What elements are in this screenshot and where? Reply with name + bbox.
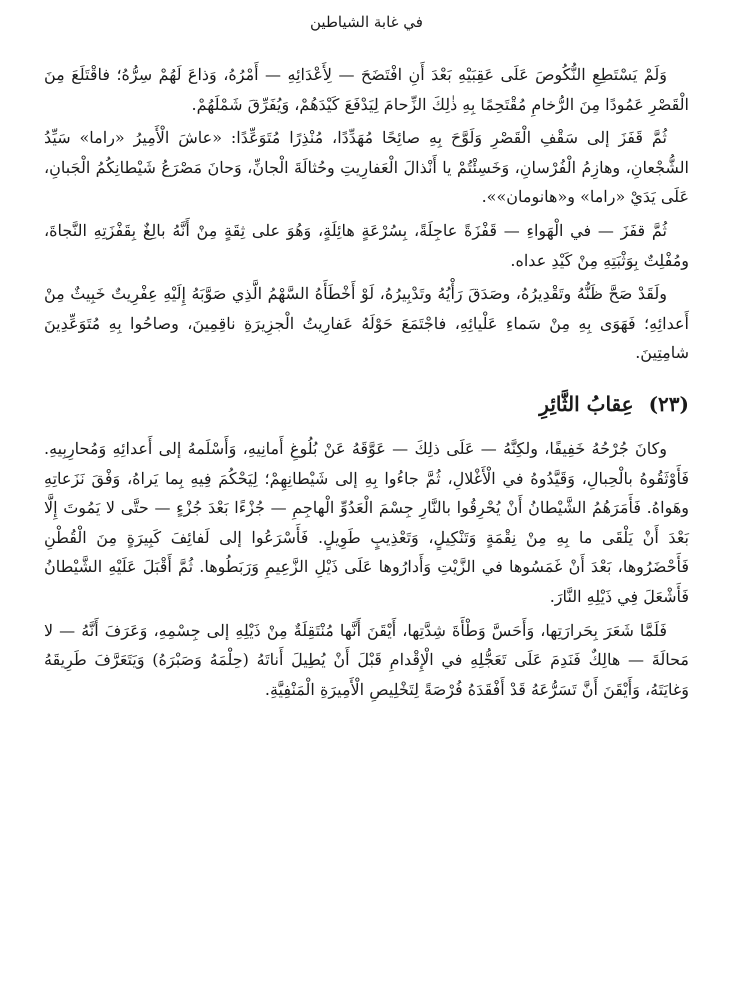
section-title: عِقابُ الثَّائِرِ (539, 391, 634, 416)
paragraph: فَلَمَّا شَعَرَ بِحَرارَتِها، وَأَحَسَّ وَطْأَةَ شِدَّتِها، أَيْقَنَ أَنَّها مُنْتَقِلَةٌ مِنْ ذَيْلِهِ إلى جِسْمِهِ، وَعَرَفَ أَنَّهُ — لا مَحالَةَ — هالِكٌ فَنَدِمَ عَلَى تَعَجُّلِهِ في الْإِقْدامِ قَبْلَ أَنْ يُطِيلَ أَناتَهُ (حِلْمَهُ وَصَبْرَهُ) وَيَتَعَرَّفَ طَرِيقَهُ وَغايَتَهُ، وَأَيْقَنَ أَنَّ تَسَرُّعَهُ قَدْ أَفْقَدَهُ فُرْصَةً لِتَخْلِيصِ الْأَمِيرَةِ الْمَنْفِيَّةِ. (44, 620, 689, 699)
paragraph: وَلَمْ يَسْتَطِعِ النُّكُوصَ عَلَى عَقِبَيْهِ بَعْدَ أَنِ افْتَضَحَ — لِأَعْدَائِهِ — أَمْرُهُ، وَذاعَ لَهُمْ سِرُّهُ؛ فاقْتَلَعَ مِنَ الْقَصْرِ عَمُودًا مِنَ الرُّخامِ مُقْتَحِمًا بِهِ ذٰلِكَ الزِّحامَ لِيَدْفَعَ كَيْدَهُمْ، وَيُفَرِّقَ شَمْلَهُمْ. (44, 65, 689, 114)
paragraph: ولَقَدْ صَحَّ ظَنُّهُ وتَقْدِيرُهُ، وصَدَقَ رَأْيُهُ وتَدْبِيرُهُ، لَوْ أَخْطَأَهُ السَّهْمُ الَّذِي صَوَّبَهُ إِلَيْهِ عِفْرِيتٌ خَبِيثٌ مِنْ أَعدائِهِ؛ فَهَوَى بِهِ مِنْ سَماءِ عَلْيائِهِ، فاجْتَمَعَ حَوْلَهُ عَفارِيتُ الْجزِيرَةِ ناقِمِينَ، وصاحُوا بِهِ مُتَوَعِّدِينَ شامِتِينَ. (44, 284, 689, 363)
body-text (44, 60, 689, 708)
running-head: في غابة الشياطين (310, 13, 423, 31)
section-number: (٢٣) (648, 391, 689, 416)
paragraph: ثُمَّ قَفَزَ إلى سَقْفِ الْقَصْرِ وَلَوَّحَ بِهِ صائِحًا مُهَدِّدًا، مُنْذِرًا مُتَوَعِّدًا: «عاشَ الْأَمِيرُ «راما» سَيِّدُ الشُّجْعانِ، وهازِمُ الْفُرْسانِ، وَخَسِئْتُمْ يا أَنْذالَ الْعَفارِيتِ وحُثالَةَ الْجانِّ، وَحانَ مَصْرَعُ شَيْطانِكُمُ الْجَبانِ، عَلَى يَدَيْ «راما» و«هانومان»». (44, 128, 689, 207)
section-heading (44, 390, 689, 418)
paragraph: ثُمَّ قفَزَ — في الْهَواءِ — قَفْزَةً عاجِلَةً، بِسُرْعَةٍ هائِلَةٍ، وَهُوَ على ثِقَةٍ مِنْ أَنَّهُ بالِغٌ بِقَفْزَتِهِ النَّجاةَ، ومُفْلِتٌ بِوَثْبَتِهِ مِنْ كَيْدِ عداه. (44, 220, 689, 270)
paragraph: وكانَ جُرْحُهُ خَفِيفًا، ولكِنَّهُ — عَلَى ذلِكَ — عَوَّقَهُ عَنْ بُلُوغِ أَمانِيهِ، وَأَسْلَمهُ إلى أَعدائِهِ وَمُحارِبِيهِ. فَأَوْثَقُوهُ بالْحِبالِ، وَقَيَّدُوهُ في الْأَغْلالِ، ثُمَّ جاءُوا بِهِ إلى شَيْطانِهِمْ؛ لِيَحْكُمَ فِيهِ بِما يَراهُ، وَفْقَ نَزَعاتِهِ وهَواهُ. فَأَمَرَهُمُ الشَّيْطانُ أَنْ يُحْرِقُوا بالنَّارِ جِسْمَ الْعَدُوِّ الْهاجِمِ — جُزْءًا بَعْدَ جُزْءٍ — حتَّى لا يَمُوتَ إِلَّا بَعْدَ أَنْ يَلْقَى ما بِهِ مِنْ نِقْمَةٍ وَتَنْكِيلٍ، وَتَعْذِيبٍ طَوِيلٍ. فَأَسْرَعُوا إلى لَفائِفَ كَبِيرَةٍ مِنَ الْقُطْنِ فَأَحْضَرُوها، بَعْدَ أَنْ غَمَسُوها في الزَّيْتِ وَأَدارُوها عَلَى ذَيْلِ الزَّعِيمِ وَرَبَطُوها. ثُمَّ أَقْبَلَ عَلَيْهِ الشَّيْطانُ فَأَشْعَلَ فِي ذَيْلِهِ النَّارَ. (44, 438, 689, 606)
